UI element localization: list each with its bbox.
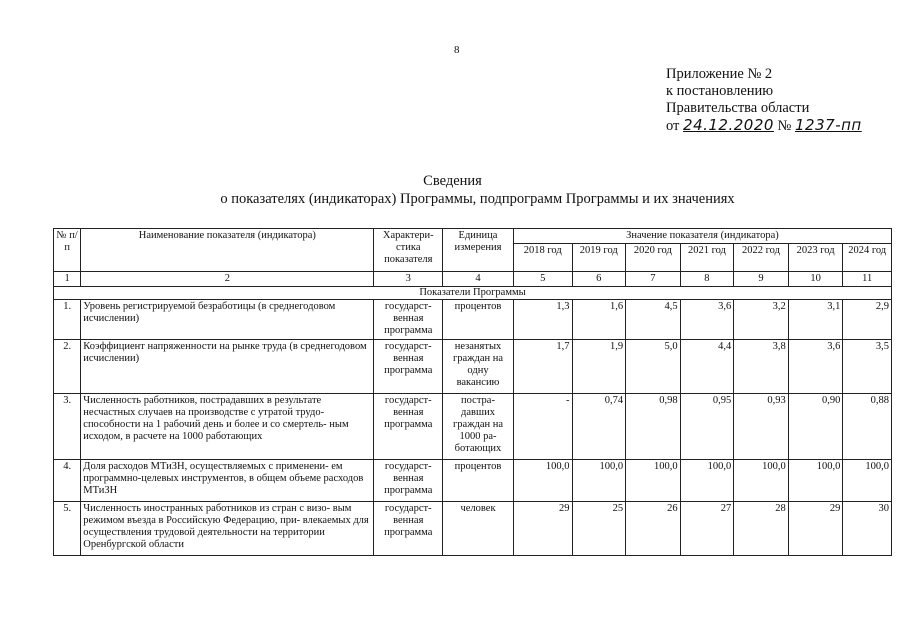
section-row [54, 287, 892, 300]
page-number: 8 [454, 44, 460, 56]
row-characteristic: государст- венная программа [374, 340, 443, 394]
row-value: 100,0 [734, 460, 789, 502]
indicators-table [53, 228, 892, 556]
row-value: 4,5 [626, 300, 681, 340]
header-year: 2020 год [626, 244, 681, 272]
header-year: 2023 год [788, 244, 843, 272]
row-unit: человек [443, 502, 514, 556]
column-number-row [54, 272, 892, 287]
row-value: 30 [843, 502, 892, 556]
header-row-1 [54, 229, 892, 244]
row-num: 5. [54, 502, 81, 556]
row-value: 29 [513, 502, 572, 556]
row-value: 100,0 [680, 460, 734, 502]
row-value: 1,7 [513, 340, 572, 394]
row-value: 2,9 [843, 300, 892, 340]
row-value: 5,0 [626, 340, 681, 394]
table-row [54, 394, 892, 460]
row-unit: процентов [443, 460, 514, 502]
document-title [0, 172, 905, 208]
row-num: 2. [54, 340, 81, 394]
header-unit: Единица измерения [443, 229, 514, 272]
row-value: 0,95 [680, 394, 734, 460]
column-number: 5 [513, 272, 572, 287]
row-indicator-name: Коэффициент напряженности на рынке труда (в среднегодовом исчислении) [81, 340, 374, 394]
row-num: 4. [54, 460, 81, 502]
row-value: 0,90 [788, 394, 843, 460]
row-value: 100,0 [788, 460, 843, 502]
row-indicator-name: Доля расходов МТиЗН, осуществляемых с применени- ем программно-целевых инструментов, в общем объеме расходов МТиЗН [81, 460, 374, 502]
row-indicator-name: Уровень регистрируемой безработицы (в среднегодовом исчислении) [81, 300, 374, 340]
row-value: 3,6 [680, 300, 734, 340]
header-year: 2024 год [843, 244, 892, 272]
handwritten-number: 1237-пп [795, 116, 862, 134]
column-number: 11 [843, 272, 892, 287]
handwritten-date: 24.12.2020 [683, 116, 774, 134]
row-indicator-name: Численность иностранных работников из стран с визо- вым режимом въезда в Российскую Федерацию, при- влекаемых для осуществления трудовой деятельности на территории Оренбургской области [81, 502, 374, 556]
table-row [54, 300, 892, 340]
row-value: 0,88 [843, 394, 892, 460]
row-value: 3,2 [734, 300, 789, 340]
row-value: - [513, 394, 572, 460]
row-indicator-name: Численность работников, пострадавших в результате несчастных случаев на производстве с утратой трудо- способности на 1 рабочий день и более и со смертель- ным исходом, в расчете на 1000 работающих [81, 394, 374, 460]
appendix-line-2: к постановлению [666, 83, 774, 99]
row-value: 1,9 [572, 340, 626, 394]
header-year: 2021 год [680, 244, 734, 272]
row-characteristic: государст- венная программа [374, 300, 443, 340]
number-prefix: № [777, 118, 792, 134]
header-year: 2019 год [572, 244, 626, 272]
row-characteristic: государст- венная программа [374, 460, 443, 502]
row-characteristic: государст- венная программа [374, 502, 443, 556]
row-value: 100,0 [843, 460, 892, 502]
column-number: 6 [572, 272, 626, 287]
row-value: 1,6 [572, 300, 626, 340]
row-unit: процентов [443, 300, 514, 340]
row-value: 3,1 [788, 300, 843, 340]
header-year: 2022 год [734, 244, 789, 272]
title-line-2: о показателях (индикаторах) Программы, подпрограмм Программы и их значениях [220, 191, 735, 207]
row-value: 28 [734, 502, 789, 556]
column-number: 10 [788, 272, 843, 287]
column-number: 2 [81, 272, 374, 287]
row-value: 3,6 [788, 340, 843, 394]
row-num: 3. [54, 394, 81, 460]
column-number: 7 [626, 272, 681, 287]
title-line-1: Сведения [423, 173, 482, 189]
table-row [54, 460, 892, 502]
row-value: 100,0 [626, 460, 681, 502]
appendix-block [666, 66, 862, 135]
appendix-line-1: Приложение № 2 [666, 66, 773, 82]
row-num: 1. [54, 300, 81, 340]
row-unit: незанятых граждан на одну вакансию [443, 340, 514, 394]
header-num: № п/п [54, 229, 81, 272]
row-value: 0,98 [626, 394, 681, 460]
header-year: 2018 год [513, 244, 572, 272]
section-title: Показатели Программы [54, 287, 892, 300]
row-value: 100,0 [513, 460, 572, 502]
header-value-group: Значение показателя (индикатора) [513, 229, 891, 244]
appendix-date-line [666, 117, 862, 135]
row-value: 4,4 [680, 340, 734, 394]
row-value: 3,5 [843, 340, 892, 394]
row-value: 25 [572, 502, 626, 556]
table-row [54, 340, 892, 394]
date-prefix: от [666, 118, 680, 134]
column-number: 3 [374, 272, 443, 287]
row-value: 1,3 [513, 300, 572, 340]
row-value: 3,8 [734, 340, 789, 394]
column-number: 4 [443, 272, 514, 287]
row-value: 0,93 [734, 394, 789, 460]
appendix-line-3: Правительства области [666, 100, 810, 116]
column-number: 8 [680, 272, 734, 287]
table-row [54, 502, 892, 556]
row-value: 100,0 [572, 460, 626, 502]
column-number: 1 [54, 272, 81, 287]
row-value: 0,74 [572, 394, 626, 460]
column-number: 9 [734, 272, 789, 287]
row-value: 27 [680, 502, 734, 556]
row-unit: постра- давших граждан на 1000 ра- ботающих [443, 394, 514, 460]
row-value: 26 [626, 502, 681, 556]
header-name: Наименование показателя (индикатора) [81, 229, 374, 272]
header-characteristic: Характери- стика показателя [374, 229, 443, 272]
row-value: 29 [788, 502, 843, 556]
row-characteristic: государст- венная программа [374, 394, 443, 460]
